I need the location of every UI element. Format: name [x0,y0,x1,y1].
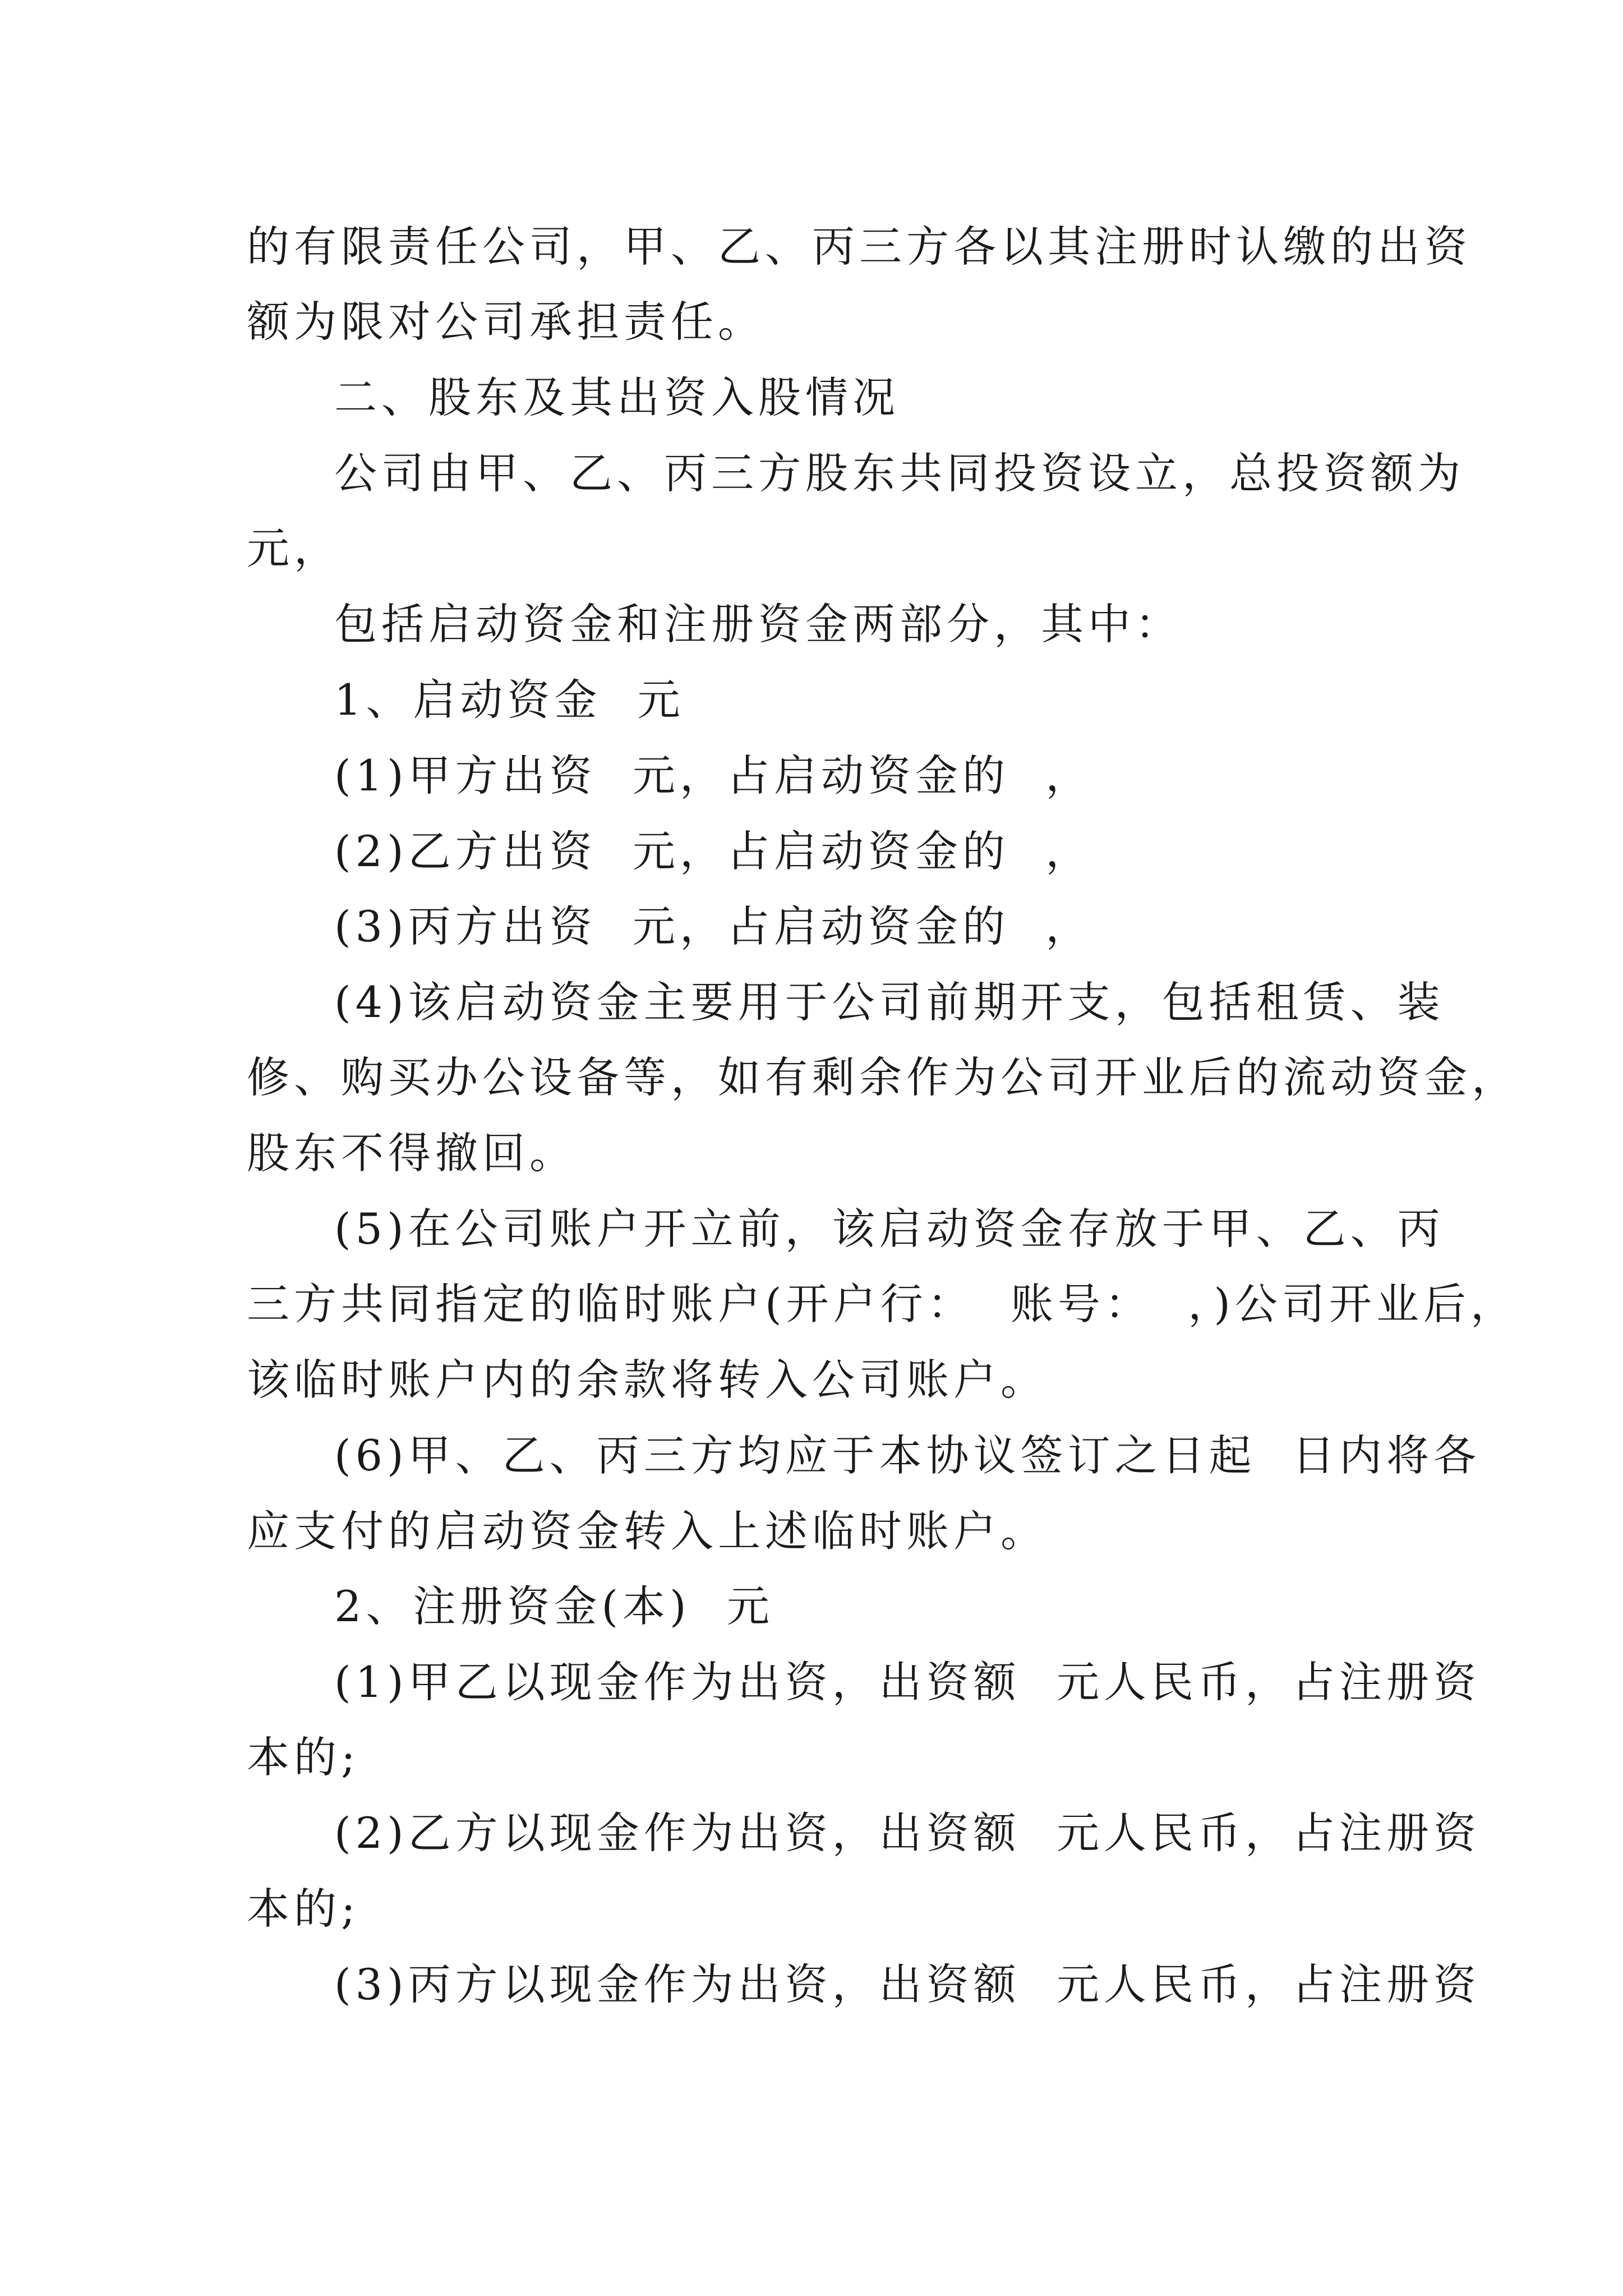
text-line: 元， [247,523,341,573]
text-line: 三方共同指定的临时账户(开户行： 账号： ，)公司开业后， [247,1279,1518,1329]
list-item: (2)乙方出资 元，占启动资金的 ， [334,826,1093,876]
list-item: (2)乙方以现金作为出资，出资额 元人民币，占注册资 [334,1808,1481,1858]
text-line: 本的; [247,1732,360,1782]
section-heading: 二、股东及其出资入股情况 [334,372,900,422]
list-item: (1)甲乙以现金作为出资，出资额 元人民币，占注册资 [334,1657,1481,1707]
list-item: (6)甲、乙、丙三方均应于本协议签订之日起 日内将各 [334,1430,1481,1480]
text-line: 应支付的启动资金转入上述临时账户。 [247,1506,1048,1556]
text-line: 修、购买办公设备等，如有剩余作为公司开业后的流动资金， [247,1052,1519,1102]
list-item: (4)该启动资金主要用于公司前期开支，包括租赁、装 [334,977,1445,1027]
list-item: (3)丙方以现金作为出资，出资额 元人民币，占注册资 [334,1959,1481,2009]
text-line: 该临时账户内的余款将转入公司账户。 [247,1355,1048,1405]
text-line: 包括启动资金和注册资金两部分，其中： [334,599,1182,649]
text-line: 额为限对公司承担责任。 [247,297,765,347]
text-line: 的有限责任公司，甲、乙、丙三方各以其注册时认缴的出资 [247,222,1472,272]
list-item: (5)在公司账户开立前，该启动资金存放于甲、乙、丙 [334,1204,1445,1254]
subsection-heading: 2、注册资金(本) 元 [334,1581,774,1631]
text-line: 公司由甲、乙、丙三方股东共同投资设立，总投资额为 [334,448,1465,498]
list-item: (1)甲方出资 元，占启动资金的 ， [334,751,1093,800]
text-line: 本的; [247,1884,360,1934]
subsection-heading: 1、启动资金 元 [334,675,685,725]
list-item: (3)丙方出资 元，占启动资金的 ， [334,901,1093,951]
text-line: 股东不得撤回。 [247,1128,577,1178]
